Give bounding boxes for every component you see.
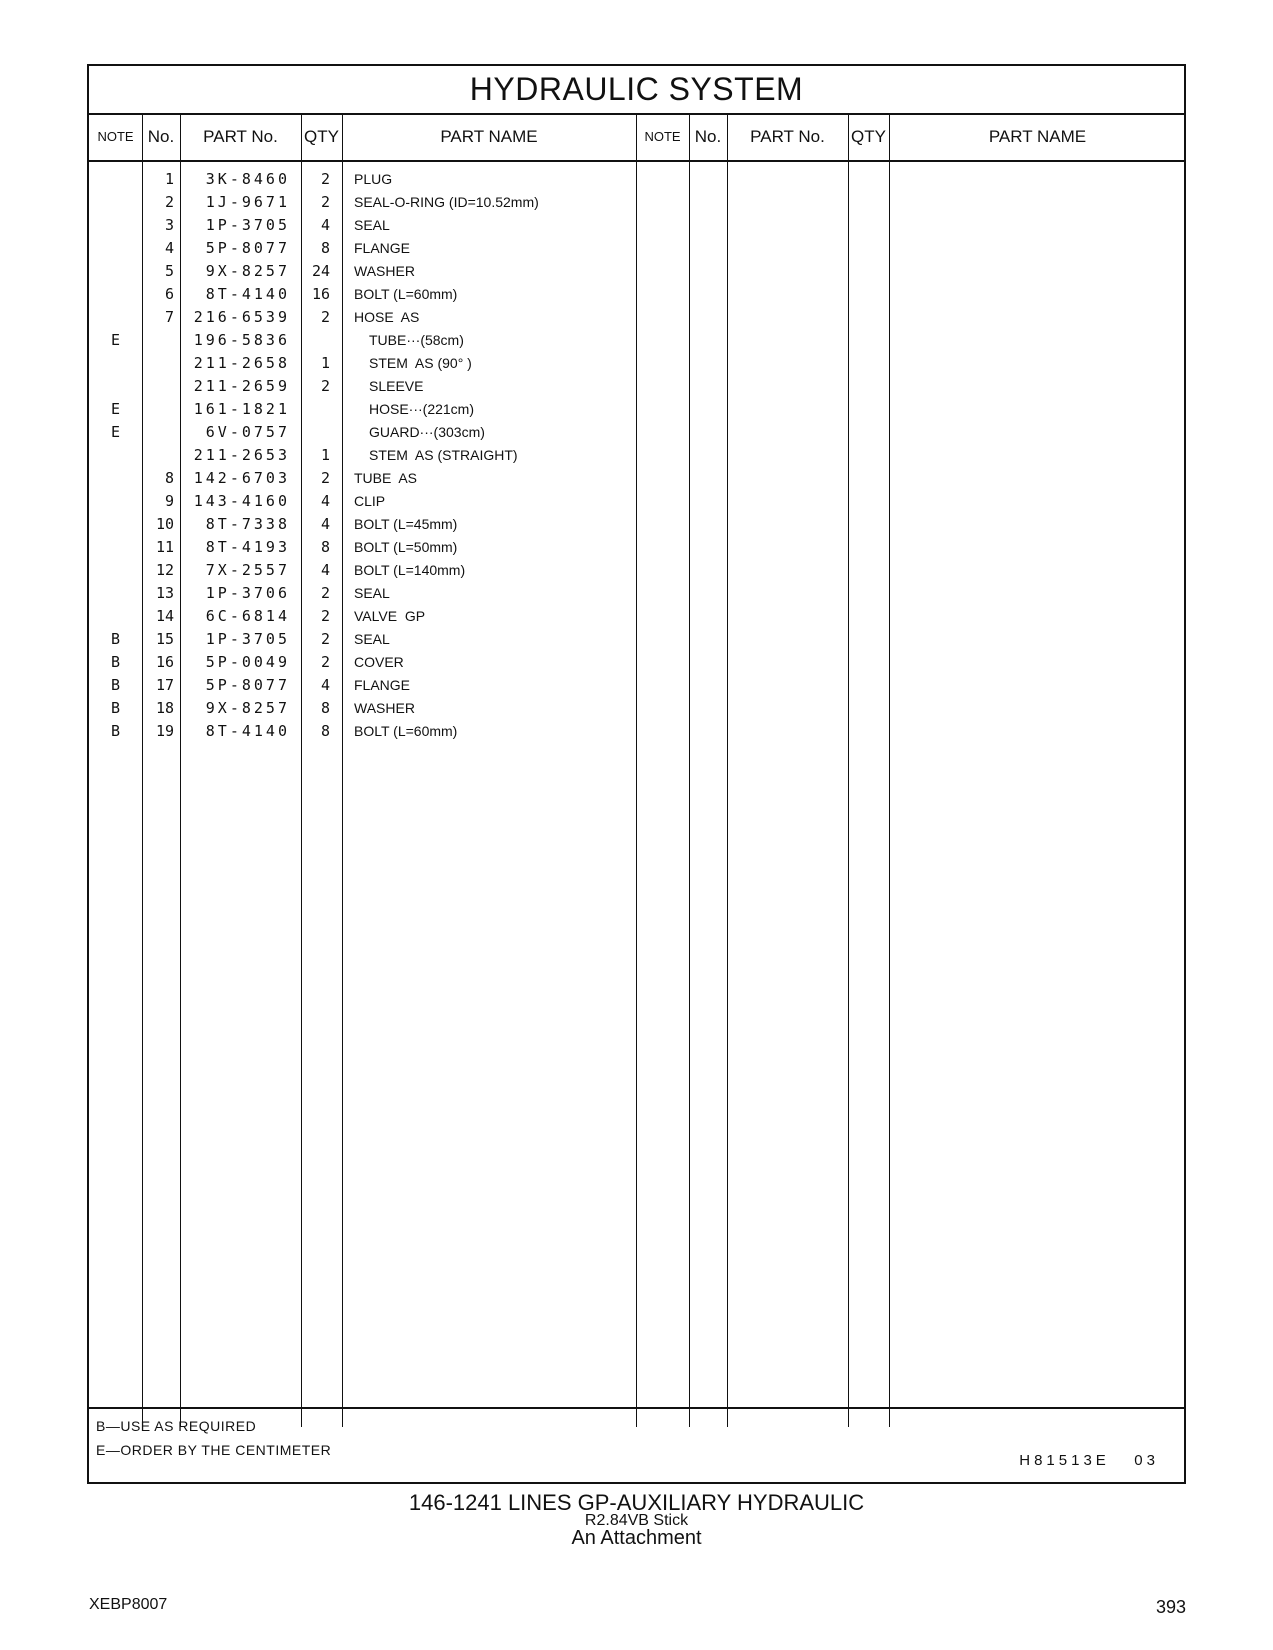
row-quantity: 8: [320, 699, 330, 717]
row-part-name: BOLT (L=50mm): [354, 539, 458, 555]
row-quantity: 16: [311, 285, 330, 303]
header-qty-1: QTY: [304, 127, 339, 146]
table-row: [89, 697, 1184, 720]
row-quantity: 2: [320, 469, 330, 487]
row-quantity: 2: [320, 630, 330, 648]
caption-attachment: An Attachment: [571, 1527, 702, 1549]
table-title: HYDRAULIC SYSTEM: [89, 66, 1184, 115]
header-part-name-1: PART NAME: [440, 127, 538, 146]
table-row: [89, 237, 1184, 260]
row-part-number: 216-6539: [193, 308, 290, 326]
row-part-number: 142-6703: [193, 469, 290, 487]
row-part-number: 5P-0049: [205, 653, 290, 671]
table-row: [89, 490, 1184, 513]
row-note: B: [110, 630, 121, 648]
row-note: B: [110, 722, 121, 740]
row-part-name: CLIP: [354, 493, 386, 509]
table-row: [89, 582, 1184, 605]
note-b-legend: B—USE AS REQUIRED: [96, 1418, 257, 1434]
row-part-number: 9X-8257: [205, 699, 290, 717]
header-no-1: No.: [147, 127, 175, 146]
table-row: [89, 559, 1184, 582]
row-part-name: WASHER: [354, 263, 415, 279]
row-quantity: 4: [320, 561, 330, 579]
row-quantity: 1: [320, 446, 330, 464]
row-quantity: 8: [320, 538, 330, 556]
row-quantity: 2: [320, 607, 330, 625]
table-row: [89, 398, 1184, 421]
row-part-name: STEM AS (STRAIGHT): [369, 447, 518, 463]
row-part-name: BOLT (L=45mm): [354, 516, 458, 532]
row-part-name: STEM AS (90° ): [369, 355, 472, 371]
header-no-2: No.: [694, 127, 722, 146]
header-part-no-1: PART No.: [203, 127, 278, 146]
row-part-number: 6V-0757: [205, 423, 290, 441]
row-item-number: 7: [164, 308, 174, 326]
table-row: [89, 375, 1184, 398]
table-row: [89, 651, 1184, 674]
row-part-name: HOSE···(221cm): [369, 401, 475, 417]
table-row: [89, 352, 1184, 375]
header-part-no-2: PART No.: [750, 127, 825, 146]
row-item-number: 19: [155, 722, 174, 740]
row-part-number: 1P-3705: [205, 216, 290, 234]
row-part-name: BOLT (L=140mm): [354, 562, 466, 578]
parts-table-frame: [87, 64, 1186, 1484]
row-quantity: 8: [320, 239, 330, 257]
row-part-name: SEAL: [354, 585, 390, 601]
header-part-name-2: PART NAME: [988, 127, 1087, 146]
table-row: [89, 628, 1184, 651]
row-part-name: TUBE···(58cm): [369, 332, 464, 348]
table-row: [89, 513, 1184, 536]
row-item-number: 15: [155, 630, 174, 648]
table-row: [89, 283, 1184, 306]
table-row: [89, 191, 1184, 214]
row-item-number: 11: [155, 538, 174, 556]
table-row: [89, 605, 1184, 628]
row-part-number: 8T-4193: [205, 538, 290, 556]
row-part-number: 1P-3706: [205, 584, 290, 602]
row-part-number: 211-2658: [193, 354, 290, 372]
row-part-name: FLANGE: [354, 240, 411, 256]
row-part-name: VALVE GP: [354, 608, 426, 624]
row-part-name: BOLT (L=60mm): [354, 286, 458, 302]
table-row: [89, 720, 1184, 743]
table-row: [89, 674, 1184, 697]
row-item-number: 9: [164, 492, 174, 510]
note-e-legend: E—ORDER BY THE CENTIMETER: [96, 1442, 332, 1458]
table-row: [89, 306, 1184, 329]
row-part-number: 161-1821: [193, 400, 290, 418]
row-quantity: 4: [320, 492, 330, 510]
row-part-number: 5P-8077: [205, 676, 290, 694]
row-part-number: 5P-8077: [205, 239, 290, 257]
row-part-number: 3K-8460: [205, 170, 290, 188]
row-item-number: 8: [164, 469, 174, 487]
row-part-name: HOSE AS: [354, 309, 420, 325]
row-part-number: 211-2653: [193, 446, 290, 464]
row-quantity: 2: [320, 308, 330, 326]
row-note: B: [110, 676, 121, 694]
row-item-number: 17: [155, 676, 174, 694]
table-row: [89, 329, 1184, 352]
row-part-number: 8T-7338: [205, 515, 290, 533]
row-item-number: 14: [155, 607, 174, 625]
row-item-number: 2: [164, 193, 174, 211]
table-row: [89, 536, 1184, 559]
caption-subtitle: R2.84VB Stick: [584, 1512, 689, 1529]
reference-code: H81513E 03: [1019, 1452, 1159, 1469]
row-part-name: GUARD···(303cm): [369, 424, 485, 440]
row-part-name: SEAL: [354, 631, 390, 647]
row-item-number: 10: [155, 515, 174, 533]
row-part-number: 9X-8257: [205, 262, 290, 280]
row-quantity: 4: [320, 515, 330, 533]
row-part-name: FLANGE: [354, 677, 411, 693]
row-quantity: 2: [320, 193, 330, 211]
row-item-number: 12: [155, 561, 174, 579]
row-quantity: 2: [320, 170, 330, 188]
document-id: XEBP8007: [89, 1596, 168, 1613]
row-part-name: COVER: [354, 654, 404, 670]
row-part-number: 7X-2557: [205, 561, 290, 579]
row-note: E: [110, 423, 121, 441]
row-note: B: [110, 699, 121, 717]
row-quantity: 8: [320, 722, 330, 740]
row-note: E: [110, 331, 121, 349]
row-part-number: 1P-3705: [205, 630, 290, 648]
caption-group-title: 146-1241 LINES GP-AUXILIARY HYDRAULIC: [408, 1490, 865, 1515]
row-quantity: 2: [320, 584, 330, 602]
row-part-name: BOLT (L=60mm): [354, 723, 458, 739]
table-row: [89, 444, 1184, 467]
row-part-number: 6C-6814: [205, 607, 290, 625]
table-row: [89, 421, 1184, 444]
table-row: [89, 168, 1184, 191]
row-part-number: 8T-4140: [205, 722, 290, 740]
table-row: [89, 214, 1184, 237]
row-part-number: 196-5836: [193, 331, 290, 349]
row-quantity: 2: [320, 377, 330, 395]
row-note: E: [110, 400, 121, 418]
row-part-number: 143-4160: [193, 492, 290, 510]
notes-divider: [89, 1407, 1184, 1409]
row-part-name: TUBE AS: [354, 470, 418, 486]
header-note-1: NOTE: [97, 129, 134, 144]
page-number: 393: [1155, 1597, 1186, 1617]
row-part-name: SLEEVE: [369, 378, 424, 394]
row-quantity: 24: [311, 262, 330, 280]
row-part-number: 8T-4140: [205, 285, 290, 303]
row-item-number: 6: [164, 285, 174, 303]
table-row: [89, 467, 1184, 490]
row-part-number: 211-2659: [193, 377, 290, 395]
row-item-number: 16: [155, 653, 174, 671]
row-quantity: 4: [320, 216, 330, 234]
table-row: [89, 260, 1184, 283]
row-part-number: 1J-9671: [205, 193, 290, 211]
row-item-number: 13: [155, 584, 174, 602]
row-quantity: 4: [320, 676, 330, 694]
row-part-name: PLUG: [354, 171, 393, 187]
row-item-number: 4: [164, 239, 174, 257]
row-item-number: 5: [164, 262, 174, 280]
row-item-number: 3: [164, 216, 174, 234]
row-quantity: 2: [320, 653, 330, 671]
row-note: B: [110, 653, 121, 671]
row-item-number: 1: [164, 170, 174, 188]
row-part-name: SEAL-O-RING (ID=10.52mm): [354, 194, 539, 210]
row-part-name: WASHER: [354, 700, 415, 716]
header-qty-2: QTY: [851, 127, 886, 146]
row-part-name: SEAL: [354, 217, 390, 233]
header-note-2: NOTE: [644, 129, 681, 144]
row-item-number: 18: [155, 699, 174, 717]
row-quantity: 1: [320, 354, 330, 372]
